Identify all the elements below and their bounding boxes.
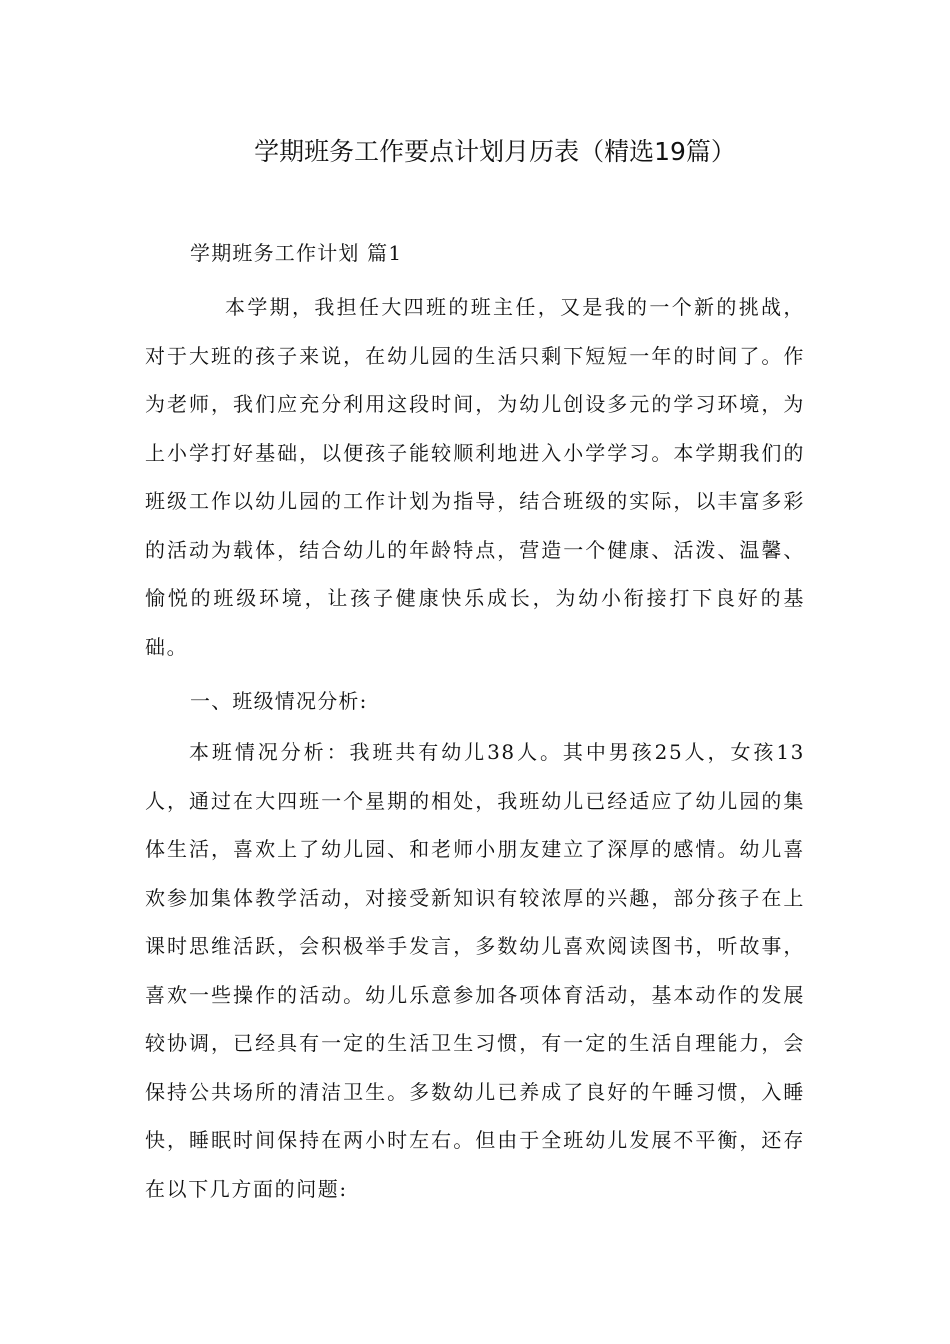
- paragraph-class-analysis: 本班情况分析：我班共有幼儿38人。其中男孩25人，女孩13人，通过在大四班一个星期的相处，我班幼儿已经适应了幼儿园的集体生活，喜欢上了幼儿园、和老师小朋友建立了深厚的感情。幼儿喜欢参加集体教学活动，对接受新知识有较浓厚的兴趣，部分孩子在上课时思维活跃，会积极举手发言，多数幼儿喜欢阅读图书，听故事，喜欢一些操作的活动。幼儿乐意参加各项体育活动，基本动作的发展较协调，已经具有一定的生活卫生习惯，有一定的生活自理能力，会保持公共场所的清洁卫生。多数幼儿已养成了良好的午睡习惯，入睡快，睡眠时间保持在两小时左右。但由于全班幼儿发展不平衡，还存在以下几方面的问题:: [145, 740, 805, 1201]
- document-title: 学期班务工作要点计划月历表（精选19篇）: [254, 137, 736, 166]
- heading-class-analysis: 一、班级情况分析:: [190, 689, 368, 713]
- paragraph-intro: 本学期，我担任大四班的班主任，又是我的一个新的挑战，对于大班的孩子来说，在幼儿园的生活只剩下短短一年的时间了。作为老师，我们应充分利用这段时间，为幼儿创设多元的学习环境，为上小学打好基础，以便孩子能较顺利地进入小学学习。本学期我们的班级工作以幼儿园的工作计划为指导，结合班级的实际，以丰富多彩的活动为载体，结合幼儿的年龄特点，营造一个健康、活泼、温馨、愉悦的班级环境，让孩子健康快乐成长，为幼小衔接打下良好的基础。: [145, 295, 805, 659]
- section-title: 学期班务工作计划 篇1: [190, 241, 403, 265]
